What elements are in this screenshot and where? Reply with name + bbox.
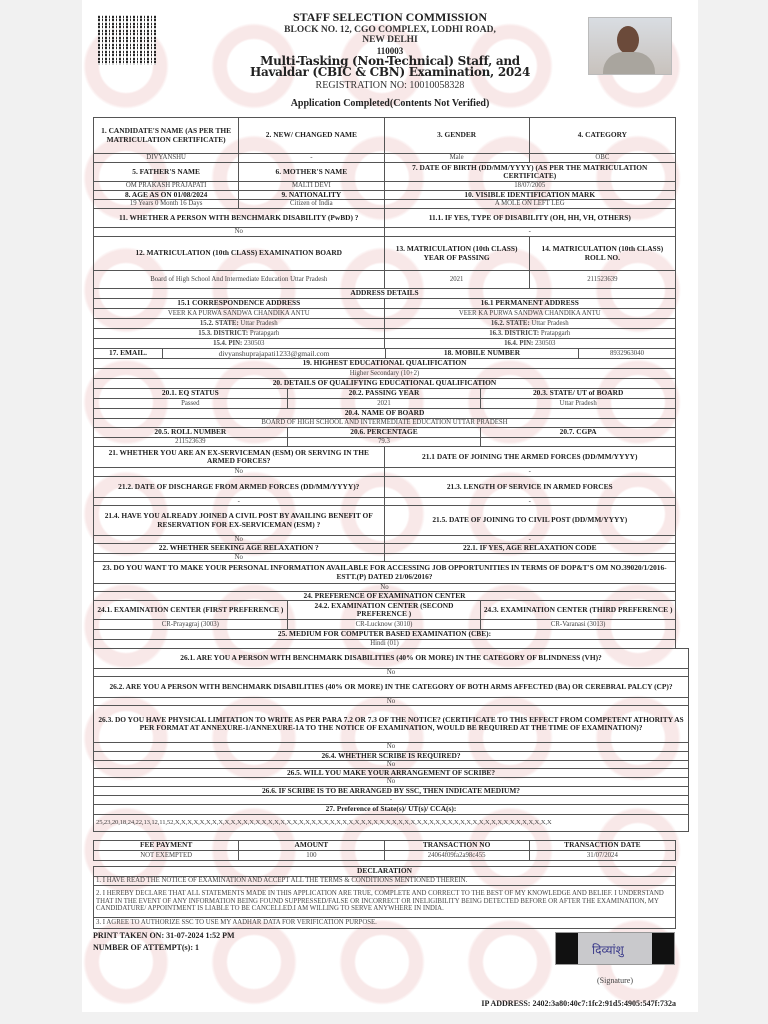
matric-board: Board of High School And Intermediate Education Uttar Pradesh xyxy=(94,271,385,288)
corr-district: 15.3. DISTRICT: Pratapgarh xyxy=(94,329,385,338)
label: 20.4. NAME OF BOARD xyxy=(344,409,425,418)
label: 21.4. HAVE YOU ALREADY JOINED A CIVIL POST BY AVAILING BENEFIT OF RESERVATION FOR EX-SERVICEMAN (ESM) ? xyxy=(94,506,385,535)
label: 22.1. IF YES, AGE RELAXATION CODE xyxy=(462,544,597,553)
board-name: BOARD OF HIGH SCHOOL AND INTERMEDIATE EDUCATION UTTAR PRADESH xyxy=(261,419,508,427)
center-first: CR-Prayagraj (3003) xyxy=(94,620,288,629)
label: 27. Preference of State(s)/ UT(s)/ CCA(s): xyxy=(325,805,457,814)
mother-name: MALTI DEVI xyxy=(239,182,384,190)
label: 10. VISIBLE IDENTIFICATION MARK xyxy=(464,191,596,199)
label: 9. NATIONALITY xyxy=(239,191,384,199)
qr-code xyxy=(98,15,156,65)
attempt-count: NUMBER OF ATTEMPT(s): 1 xyxy=(93,943,199,952)
label: 6. MOTHER'S NAME xyxy=(239,163,384,181)
label: 21. WHETHER YOU ARE AN EX-SERVICEMAN (ESM) OR SERVING IN THE ARMED FORCES? xyxy=(94,447,385,467)
label: 23. DO YOU WANT TO MAKE YOUR PERSONAL INFORMATION AVAILABLE FOR ACCESSING JOB OPPORTUNITIES IN TERMS OF DOP&T'S OM NO.39020/1/2016-ESTT.(P) DATED 21/06/2016? xyxy=(102,563,667,581)
label: 20.1. EQ STATUS xyxy=(94,389,288,398)
label: 21.2. DATE OF DISCHARGE FROM ARMED FORCES (DD/MM/YYYY)? xyxy=(94,477,385,497)
armed-joining-date: - xyxy=(528,468,531,476)
signature-label: (Signature) xyxy=(597,976,633,985)
ip-address: IP ADDRESS: 2402:3a80:40c7:1fc2:91d5:4905:547f:732a xyxy=(481,999,676,1008)
label: 14. MATRICULATION (10th CLASS) ROLL NO. xyxy=(541,244,664,262)
org-address: BLOCK NO. 12, CGO COMPLEX, LODHI ROAD, NEW DELHI xyxy=(284,25,496,45)
label: 26.5. WILL YOU MAKE YOUR ARRANGEMENT OF SCRIBE? xyxy=(286,769,496,777)
label: 24.3. EXAMINATION CENTER (THIRD PREFERENCE ) xyxy=(483,604,673,614)
candidate-details-table xyxy=(93,117,676,649)
label: 12. MATRICULATION (10th CLASS) EXAMINATION BOARD xyxy=(94,237,385,270)
share-info: No xyxy=(380,584,389,591)
discharge-date: - xyxy=(94,498,385,505)
section-title: ADDRESS DETAILS xyxy=(350,289,419,298)
identification-mark: A MOLE ON LEFT LEG xyxy=(494,200,565,208)
cgpa xyxy=(481,438,675,446)
age: 19 Years 0 Month 16 Days xyxy=(94,200,239,208)
email: divyanshuprajapati1233@gmail.com xyxy=(163,349,386,358)
signature-image: दिव्यांशु xyxy=(555,932,675,965)
declaration-table xyxy=(93,866,676,929)
arms-affected: No xyxy=(386,698,396,705)
perm-state: 16.2. STATE: Uttar Pradesh xyxy=(490,319,569,327)
label: 20.2. PASSING YEAR xyxy=(288,389,482,398)
label: 11. WHETHER A PERSON WITH BENCHMARK DISABILITY (PwBD) ? xyxy=(94,209,385,227)
father-name: OM PRAKASH PRAJAPATI xyxy=(94,182,239,190)
scribe-medium: - xyxy=(389,796,393,804)
exam-title: Multi-Tasking (Non-Technical) Staff, and Havaldar (CBIC & CBN) Examination, 2024 xyxy=(249,54,531,79)
candidate-photo xyxy=(588,17,672,75)
eq-status: Passed xyxy=(94,399,288,408)
label: TRANSACTION DATE xyxy=(564,841,641,850)
label: 1. CANDIDATE'S NAME (AS PER THE MATRICULATION CERTIFICATE) xyxy=(94,118,239,153)
state-preference: 25,23,20,18,24,22,13,12,11,52,X,X,X,X,X,X,X,X,X,X,X,X,X,X,X,X,X,X,X,X,X,X,X,X,X,X,X,X,X,X,X,X,X,X,X,X,X,X,X,X,X,X,X,X,X,X,X,X,X,X,X,X,X,X,X,X,X,X,X,X,X xyxy=(96,819,552,827)
blindness: No xyxy=(386,669,396,676)
permanent-address: VEER KA PURWA SANDWA CHANDIKA ANTU xyxy=(458,309,601,317)
label: 18. MOBILE NUMBER xyxy=(386,349,579,358)
label: 22. WHETHER SEEKING AGE RELAXATION ? xyxy=(94,544,385,553)
correspondence-address: VEER KA PURWA SANDWA CHANDIKA ANTU xyxy=(94,309,385,318)
corr-pin: 15.4. PIN: 230503 xyxy=(94,339,385,348)
center-third: CR-Varanasi (3013) xyxy=(550,620,606,628)
changed-name: - xyxy=(239,154,384,162)
age-relaxation: No xyxy=(94,554,385,561)
label: AMOUNT xyxy=(239,841,384,850)
fee-amount: 100 xyxy=(239,851,384,860)
pwbd: No xyxy=(94,228,385,236)
disability-type: - xyxy=(528,228,531,236)
perm-district: 16.3. DISTRICT: Pratapgarh xyxy=(489,329,571,337)
label: 26.6. IF SCRIBE IS TO BE ARRANGED BY SSC, THEN INDICATE MEDIUM? xyxy=(261,787,521,795)
nationality: Citizen of India xyxy=(239,200,384,208)
label: 5. FATHER'S NAME xyxy=(94,163,239,181)
label: 25. MEDIUM FOR COMPUTER BASED EXAMINATION (CBE): xyxy=(277,630,492,639)
label: 13. MATRICULATION (10th CLASS) YEAR OF PASSING xyxy=(385,237,530,270)
fee-table xyxy=(93,840,676,861)
scribe-required: No xyxy=(386,761,396,768)
center-second: CR-Lucknow (3010) xyxy=(288,620,482,629)
label: 26.3. DO YOU HAVE PHYSICAL LIMITATION TO WRITE AS PER PARA 7.2 OR 7.3 OF THE NOTICE? (CERTIFICATE TO THIS EFFECT FROM COMPETENT ATHORITY AS PER FORMAT AT ANNEXURE-1/ANNEXURE-1A TO THE NOTICE OF EXAMINATION, WOULD BE REQUIRED AT THE TIME OF EXAMINATION)? xyxy=(98,714,684,732)
candidate-name: DIVYANSHU xyxy=(94,154,239,162)
label: 26.1. ARE YOU A PERSON WITH BENCHMARK DISABILITIES (40% OR MORE) IN THE CATEGORY OF BLINDNESS (VH)? xyxy=(180,653,602,663)
ex-serviceman: No xyxy=(94,468,385,476)
application-status: Application Completed(Contents Not Verified) xyxy=(290,98,490,109)
board-state: Uttar Pradesh xyxy=(559,399,597,407)
org-title: STAFF SELECTION COMMISSION xyxy=(292,10,488,24)
registration-number: REGISTRATION NO: 10010058328 xyxy=(315,80,465,91)
label: 17. EMAIL. xyxy=(94,349,163,358)
civil-post: No xyxy=(94,536,385,543)
highest-qualification: Higher Secondary (10+2) xyxy=(349,369,420,377)
label: 24.1. EXAMINATION CENTER (FIRST PREFERENCE ) xyxy=(94,601,288,619)
label: TRANSACTION NO xyxy=(385,841,530,850)
label: 7. DATE OF BIRTH (DD/MM/YYYY) (AS PER THE MATRICULATION CERTIFICATE) xyxy=(412,163,648,180)
section-title: 20. DETAILS OF QUALIFYING EDUCATIONAL QUALIFICATION xyxy=(272,379,497,388)
label: 21.3. LENGTH OF SERVICE IN ARMED FORCES xyxy=(446,481,613,491)
exam-medium: Hindi (01) xyxy=(370,640,399,648)
org-pin: 110003 xyxy=(376,46,404,56)
declaration-item: 1. I HAVE READ THE NOTICE OF EXAMINATION AND ACCEPT ALL THE TERMS & CONDITIONS MENTIONED THEREIN. xyxy=(96,877,468,885)
label: 20.6. PERCENTAGE xyxy=(288,428,482,437)
label: 20.3. STATE/ UT of BOARD xyxy=(532,389,624,398)
perm-pin: 16.4. PIN: 230503 xyxy=(504,339,556,347)
label: 26.2. ARE YOU A PERSON WITH BENCHMARK DISABILITIES (40% OR MORE) IN THE CATEGORY OF BOTH ARMS AFFECTED (BA) OR CEREBRAL PALCY (CP)? xyxy=(109,681,673,691)
age-relaxation-code xyxy=(385,554,676,561)
label: 2. NEW/ CHANGED NAME xyxy=(239,118,384,153)
mobile-number: 8932963040 xyxy=(610,349,644,357)
matric-roll: 211523639 xyxy=(587,275,618,283)
declaration-item: 3. I AGREE TO AUTHORIZE SSC TO USE MY AADHAR DATA FOR VERIFICATION PURPOSE. xyxy=(96,919,377,927)
section-title: 24. PREFERENCE OF EXAMINATION CENTER xyxy=(303,592,466,600)
label: 20.5. ROLL NUMBER xyxy=(94,428,288,437)
label: 8. AGE AS ON 01/08/2024 xyxy=(94,191,239,199)
label: 26.4. WHETHER SCRIBE IS REQUIRED? xyxy=(321,752,461,760)
label: 15.1 CORRESPONDENCE ADDRESS xyxy=(94,299,385,308)
label: 21.1 DATE OF JOINING THE ARMED FORCES (DD/MM/YYYY) xyxy=(422,451,638,461)
label: 24.2. EXAMINATION CENTER (SECOND PREFERENCE ) xyxy=(288,601,482,619)
application-form-page xyxy=(82,0,698,1012)
category: OBC xyxy=(595,154,610,162)
gender: Male xyxy=(385,154,530,162)
label: FEE PAYMENT xyxy=(94,841,239,850)
print-timestamp: PRINT TAKEN ON: 31-07-2024 1:52 PM xyxy=(93,931,235,940)
service-length: - xyxy=(528,498,531,505)
label: 20.7. CGPA xyxy=(559,428,597,437)
declaration-item: 2. I HEREBY DECLARE THAT ALL STATEMENTS MADE IN THIS APPLICATION ARE TRUE, COMPLETE AND CORRECT TO THE BEST OF MY KNOWLEDGE AND BELIEF. I UNDERSTAND THAT IN THE EVENT OF ANY INFORMATION BEING FOUND SUPPRESSED/FALSE OR INCORRECT OR INELIGIBILITY BEING DETECTED BEFORE OR AFTER THE EXAMINATION, MY CANDIDATURE/ APPOINTMENT IS LIABLE TO BE CANCELLED.I AM WILLING TO SERVE ANYWHERE IN INDIA. xyxy=(96,890,664,913)
own-scribe: No xyxy=(386,778,396,786)
corr-state: 15.2. STATE: Uttar Pradesh xyxy=(94,319,385,328)
matric-year: 2021 xyxy=(385,271,530,288)
label: 4. CATEGORY xyxy=(577,130,628,140)
label: 16.1 PERMANENT ADDRESS xyxy=(480,299,579,308)
date-of-birth: 18/07/2005 xyxy=(514,182,546,190)
roll-number: 211523639 xyxy=(94,438,288,446)
physical-limitation: No xyxy=(386,743,396,751)
disability-table xyxy=(93,648,689,832)
transaction-no: 24064f09fa2a98c455 xyxy=(385,851,530,860)
label: 11.1. IF YES, TYPE OF DISABILITY (OH, HH, VH, OTHERS) xyxy=(428,212,631,222)
fee-status: NOT EXEMPTED xyxy=(94,851,239,860)
label: 21.5. DATE OF JOINING TO CIVIL POST (DD/MM/YYYY) xyxy=(432,515,628,525)
label: 3. GENDER xyxy=(385,118,530,153)
percentage: 79.3 xyxy=(288,438,482,446)
passing-year: 2021 xyxy=(288,399,482,408)
label: 19. HIGHEST EDUCATIONAL QUALIFICATION xyxy=(302,359,467,368)
transaction-date: 31/07/2024 xyxy=(586,851,618,859)
declaration-title: DECLARATION xyxy=(357,867,412,876)
civil-post-date: - xyxy=(528,536,531,543)
